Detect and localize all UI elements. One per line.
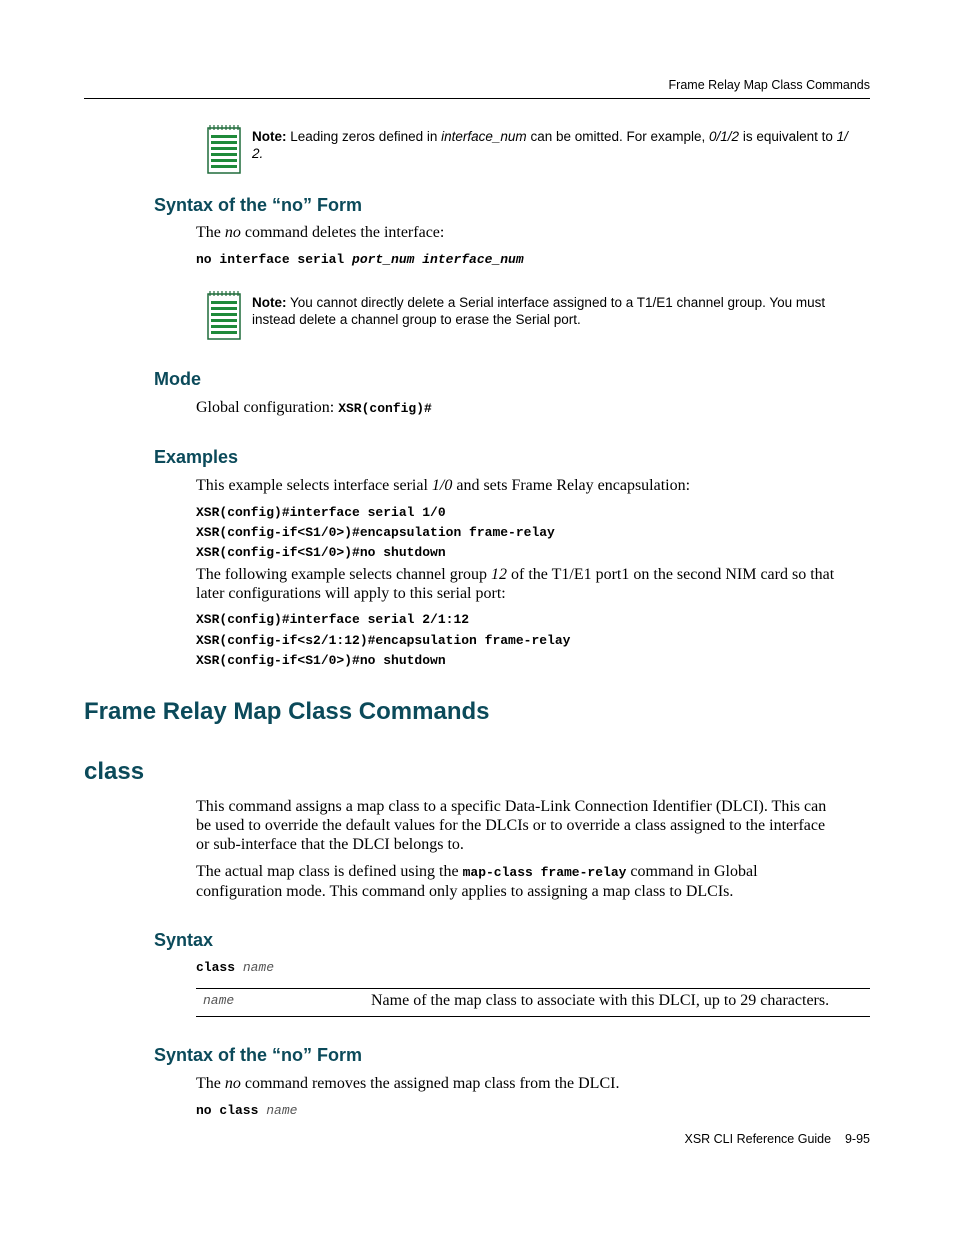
text: Global configuration: bbox=[196, 399, 339, 416]
text: configuration mode. This command only applies to assigning a map class to DLCIs. bbox=[196, 883, 734, 900]
inline-code: XSR(config)# bbox=[338, 401, 432, 416]
section-heading-mode: Mode bbox=[154, 369, 201, 389]
example-1-code-line: XSR(config-if<S1/0>)#encapsulation frame-relay bbox=[196, 525, 555, 540]
chapter-heading: Frame Relay Map Class Commands bbox=[84, 698, 490, 725]
section-heading-no-form: Syntax of the “no” Form bbox=[154, 1045, 363, 1065]
text: and sets Frame Relay encapsulation: bbox=[452, 477, 691, 494]
text: This command assigns a map class to a specific Data-Link Connection Identifier (DLCI). This can bbox=[196, 798, 827, 815]
italic-text: 12 bbox=[491, 566, 508, 583]
note-1 bbox=[252, 128, 872, 162]
note-label: Note: bbox=[252, 295, 287, 310]
param-description: Name of the map class to associate with this DLCI, up to 29 characters. bbox=[371, 992, 830, 1009]
note-text: can be omitted. For example, bbox=[526, 129, 710, 144]
note-text: You cannot directly delete a Serial interface assigned to a T1/E1 channel group. You must bbox=[286, 295, 826, 310]
note-text: Leading zeros defined in bbox=[286, 129, 442, 144]
example-1-code-line: XSR(config)#interface serial 1/0 bbox=[196, 505, 446, 520]
note-italic: 2. bbox=[252, 146, 264, 161]
text: of the T1/E1 port1 on the second NIM card so that bbox=[507, 566, 835, 583]
section-heading-no-form: Syntax of the “no” Form bbox=[154, 195, 363, 215]
example-2-code-line: XSR(config-if<S1/0>)#no shutdown bbox=[196, 653, 446, 668]
command-heading: class bbox=[84, 758, 145, 785]
no-form-description bbox=[196, 1074, 870, 1093]
example-2-code-line: XSR(config)#interface serial 2/1:12 bbox=[196, 612, 470, 627]
code-keyword: class bbox=[196, 960, 243, 975]
class-description-paragraph bbox=[196, 797, 870, 854]
inline-code: map-class frame-relay bbox=[462, 865, 627, 880]
text: The bbox=[196, 1075, 225, 1092]
note-text: is equivalent to bbox=[739, 129, 837, 144]
code-keyword: no interface serial bbox=[196, 252, 353, 267]
no-form-code bbox=[196, 252, 524, 267]
note-notepad-icon bbox=[207, 124, 241, 174]
note-text: instead delete a channel group to erase the Serial port. bbox=[252, 312, 581, 327]
note-2 bbox=[252, 294, 872, 328]
note-label: Note: bbox=[252, 129, 287, 144]
code-keyword: no class bbox=[196, 1103, 267, 1118]
example-1-code-line: XSR(config-if<S1/0>)#no shutdown bbox=[196, 545, 446, 560]
code-argument: name bbox=[242, 960, 275, 975]
text: The bbox=[196, 224, 225, 241]
example-2-description bbox=[196, 565, 870, 603]
note-italic: 1/ bbox=[836, 129, 848, 144]
running-header: Frame Relay Map Class Commands bbox=[668, 78, 870, 92]
example-2-code-line: XSR(config-if<s2/1:12)#encapsulation frame-relay bbox=[196, 633, 571, 648]
italic-text: no bbox=[224, 224, 241, 241]
text: The following example selects channel group bbox=[196, 566, 492, 583]
note-italic: interface_num bbox=[441, 129, 527, 144]
mode-description bbox=[196, 398, 870, 418]
header-rule bbox=[84, 98, 870, 99]
class-definition-paragraph bbox=[196, 862, 870, 901]
text: be used to override the default values for the DLCIs or to override a class assigned to the interface bbox=[196, 817, 826, 834]
text: or sub-interface that the DLCI belongs to. bbox=[196, 836, 464, 853]
page-footer: XSR CLI Reference Guide 9-95 bbox=[684, 1132, 870, 1146]
no-form-code bbox=[196, 1103, 297, 1118]
table-bottom-rule bbox=[196, 1016, 870, 1017]
syntax-code bbox=[196, 960, 274, 975]
section-heading-syntax: Syntax bbox=[154, 930, 214, 950]
text: The actual map class is defined using the bbox=[196, 863, 463, 880]
table-top-rule bbox=[196, 988, 870, 989]
italic-text: 1/0 bbox=[431, 477, 453, 494]
no-form-description bbox=[196, 223, 870, 242]
param-name: name bbox=[203, 993, 235, 1008]
section-heading-examples: Examples bbox=[154, 447, 239, 467]
code-arguments: port_num interface_num bbox=[352, 252, 524, 267]
text: command in Global bbox=[626, 863, 758, 880]
text: command removes the assigned map class from the DLCI. bbox=[240, 1075, 620, 1092]
example-1-description bbox=[196, 476, 870, 495]
text: command deletes the interface: bbox=[240, 224, 445, 241]
note-italic: 0/1/2 bbox=[709, 129, 740, 144]
code-argument: name bbox=[266, 1103, 298, 1118]
note-notepad-icon bbox=[207, 290, 241, 340]
text: later configurations will apply to this serial port: bbox=[196, 585, 506, 602]
text: This example selects interface serial bbox=[196, 477, 432, 494]
italic-text: no bbox=[224, 1075, 241, 1092]
